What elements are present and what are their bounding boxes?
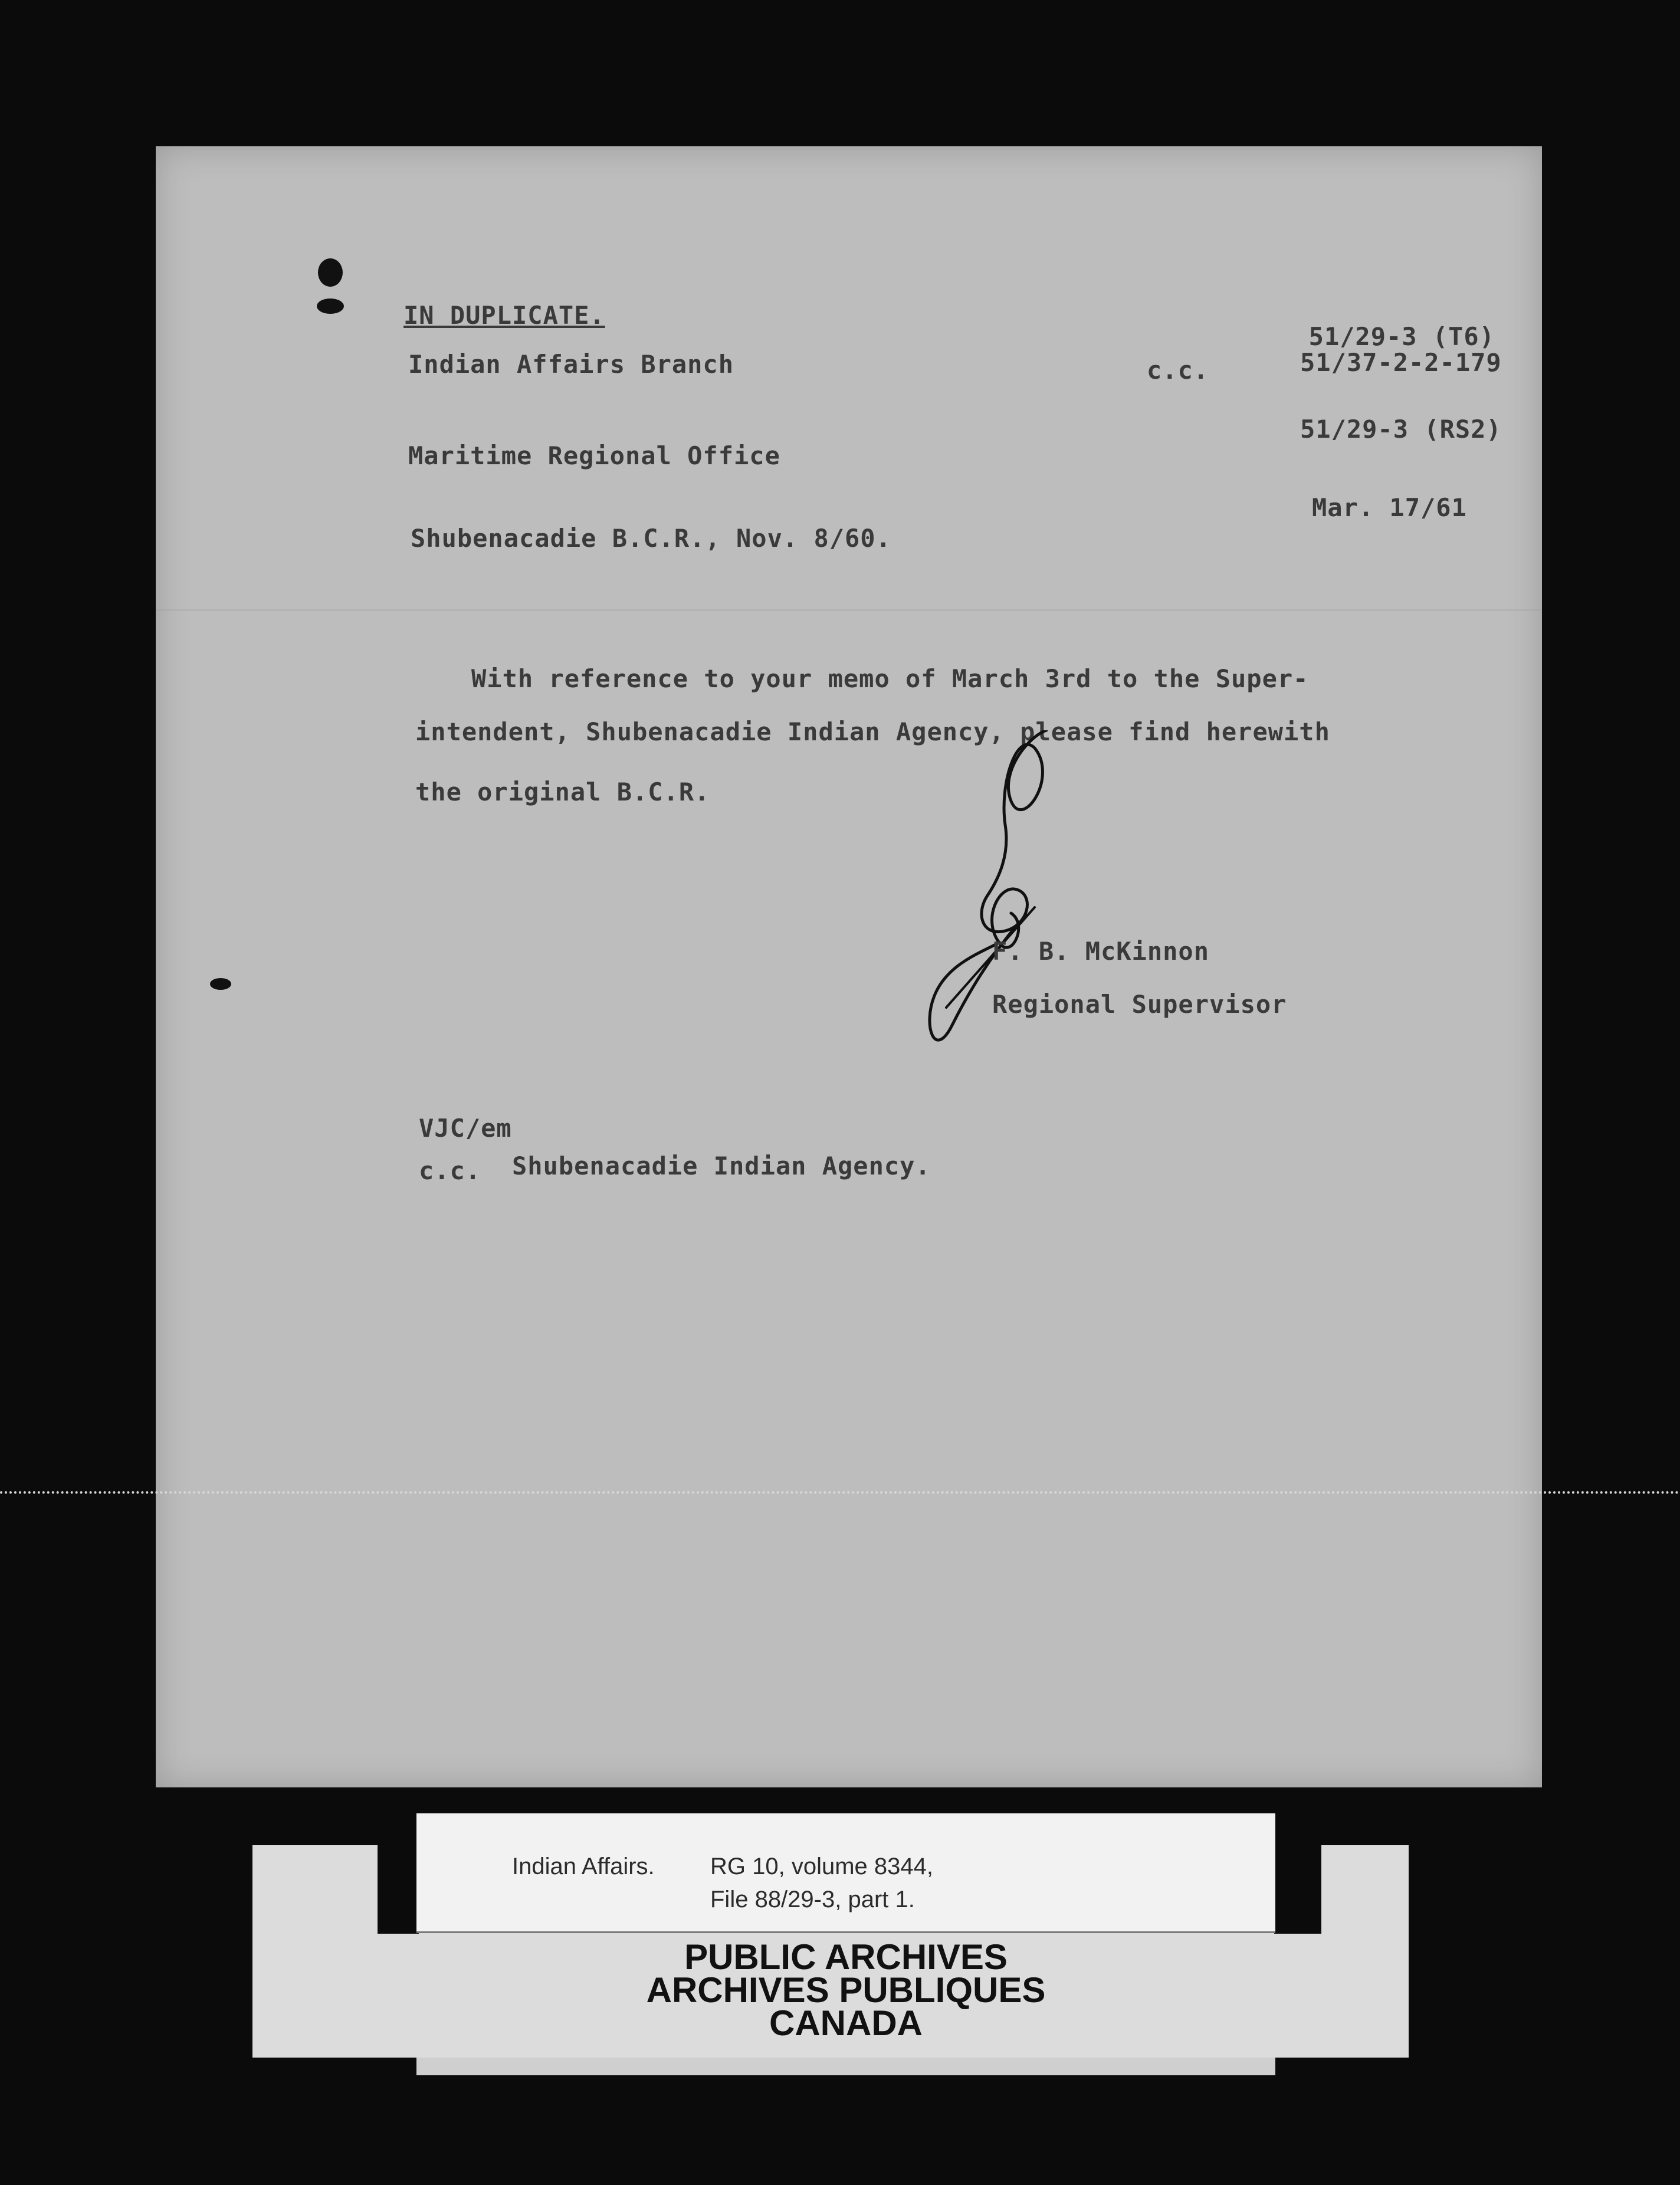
document-page [156, 146, 1542, 1787]
public-archives-stamp [416, 1937, 1275, 2043]
subject-line: Shubenacadie B.C.R., Nov. 8/60. [411, 524, 891, 553]
file-reference-2: 51/37-2-2-179 [1300, 348, 1502, 377]
punch-hole-top [318, 258, 343, 287]
letter-date: Mar. 17/61 [1312, 493, 1467, 522]
stamp-line-1: PUBLIC ARCHIVES [684, 1937, 1008, 1977]
from-line-office: Maritime Regional Office [408, 441, 780, 470]
file-reference-1: 51/29-3 (T6) [1308, 322, 1495, 351]
file-reference-3: 51/29-3 (RS2) [1300, 415, 1502, 444]
archive-reference-line-1: RG 10, volume 8344, [710, 1853, 933, 1879]
heading-in-duplicate: IN DUPLICATE. [403, 301, 605, 330]
typist-initials: VJC/em [419, 1114, 512, 1143]
from-line-branch: Indian Affairs Branch [408, 350, 734, 379]
stamp-line-3: CANADA [769, 2003, 923, 2043]
archive-reference-label [416, 1813, 1275, 1933]
body-line-2: intendent, Shubenacadie Indian Agency, please find herewith [415, 717, 1330, 746]
cc-recipient-label: c.c. [419, 1156, 481, 1185]
page-crease [156, 609, 1542, 611]
signatory-title: Regional Supervisor [992, 990, 1287, 1019]
signatory-name: F. B. McKinnon [992, 937, 1210, 966]
card-notch-left [378, 1845, 419, 1934]
archive-collection: Indian Affairs. [512, 1853, 655, 1879]
punch-hole-top-lower [317, 298, 344, 314]
stamp-line-2: ARCHIVES PUBLIQUES [646, 1970, 1046, 2010]
cc-recipient: Shubenacadie Indian Agency. [512, 1151, 931, 1180]
punch-hole-middle [210, 978, 231, 990]
card-notch-right [1274, 1845, 1321, 1934]
fold-line [0, 1491, 1680, 1494]
body-line-3: the original B.C.R. [415, 777, 710, 806]
cc-label-top: c.c. [1147, 356, 1209, 385]
card-bottom-band [416, 2058, 1275, 2075]
body-line-1: With reference to your memo of March 3rd to the Super- [471, 664, 1309, 693]
archive-reference-line-2: File 88/29-3, part 1. [710, 1887, 915, 1912]
